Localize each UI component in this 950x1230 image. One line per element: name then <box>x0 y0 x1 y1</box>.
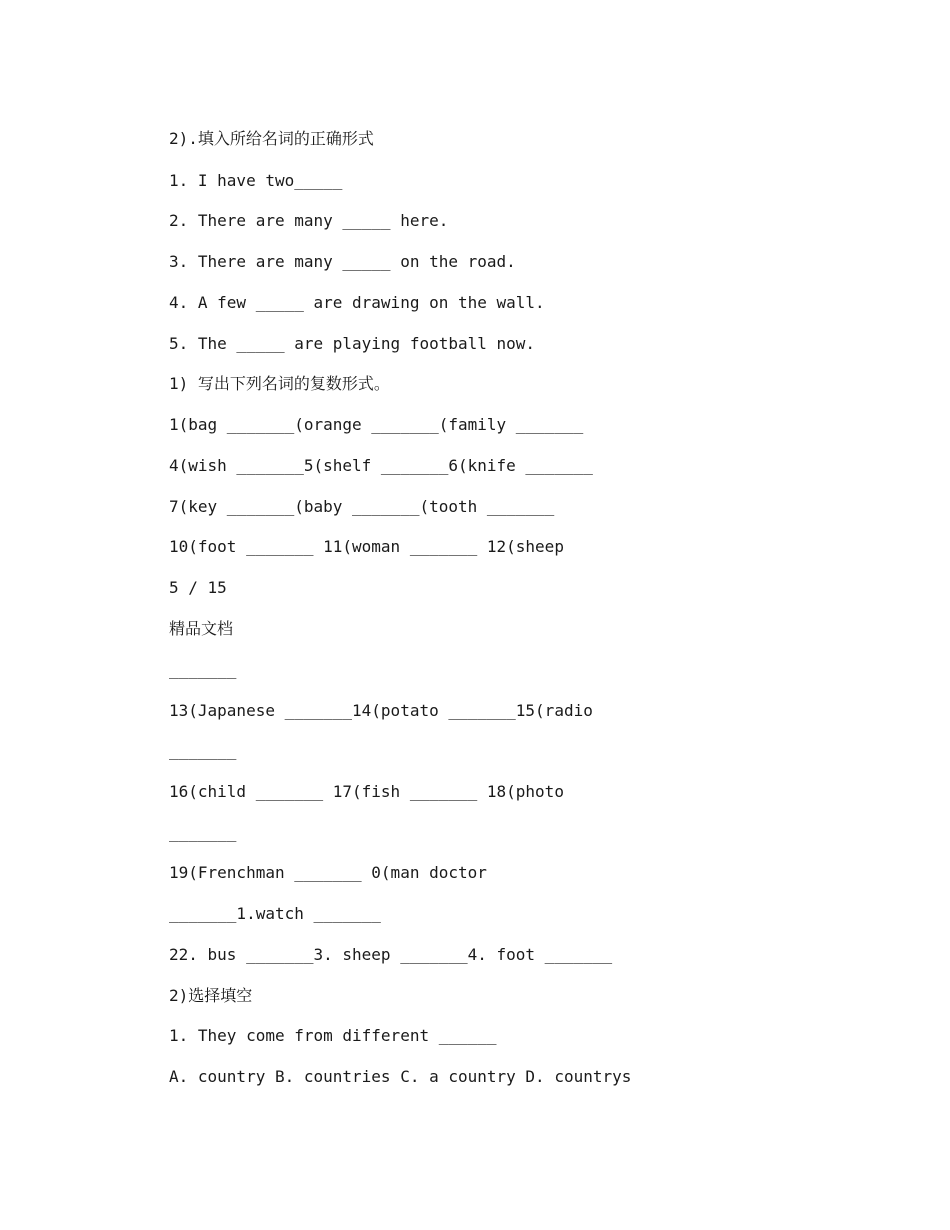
exercise-line: _______1.watch _______ <box>169 904 381 923</box>
question-line: 5. The _____ are playing football now. <box>169 334 536 353</box>
exercise-line: 19(Frenchman _______ 0(man doctor <box>169 863 487 882</box>
section-heading-noun-forms: 2).填入所给名词的正确形式 <box>169 129 374 148</box>
exercise-line: _______ <box>169 741 237 760</box>
exercise-line: 4(wish _______5(shelf _______6(knife _______ <box>169 456 593 475</box>
question-line: 4. A few _____ are drawing on the wall. <box>169 293 545 312</box>
exercise-line: 22. bus _______3. sheep _______4. foot _______ <box>169 945 613 964</box>
watermark-label: 精品文档 <box>169 619 234 638</box>
exercise-line: _______ <box>169 823 237 842</box>
section-heading-multiple-choice: 2)选择填空 <box>169 986 253 1005</box>
page-number: 5 / 15 <box>169 578 227 597</box>
question-line: 1. I have two_____ <box>169 171 343 190</box>
exercise-line: 13(Japanese _______14(potato _______15(radio <box>169 701 593 720</box>
exercise-line: 10(foot _______ 11(woman _______ 12(sheep <box>169 537 564 556</box>
answer-options: A. country B. countries C. a country D. countrys <box>169 1067 632 1086</box>
section-heading-plural-forms: 1) 写出下列名词的复数形式。 <box>169 374 390 393</box>
exercise-line: 7(key _______(baby _______(tooth _______ <box>169 497 555 516</box>
question-line: 2. There are many _____ here. <box>169 211 449 230</box>
exercise-line: _______ <box>169 660 237 679</box>
exercise-line: 16(child _______ 17(fish _______ 18(photo <box>169 782 564 801</box>
question-line: 1. They come from different ______ <box>169 1026 497 1045</box>
exercise-line: 1(bag _______(orange _______(family _______ <box>169 415 584 434</box>
question-line: 3. There are many _____ on the road. <box>169 252 516 271</box>
